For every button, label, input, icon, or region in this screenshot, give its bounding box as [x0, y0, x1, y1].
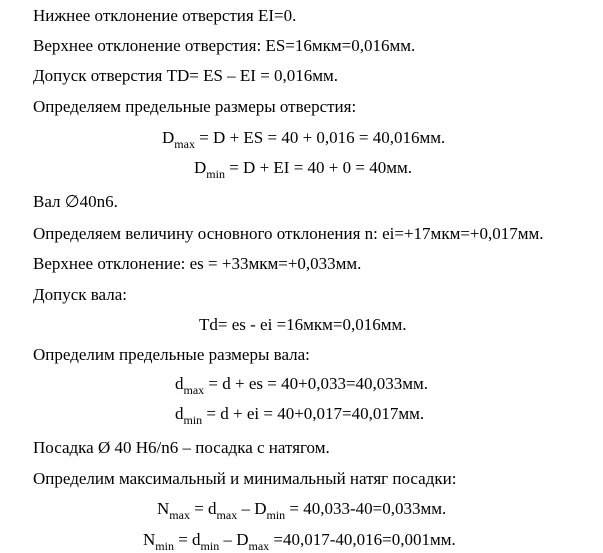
diameter-notation: ∅40n6 [64, 192, 114, 211]
equation-interference-max [157, 499, 446, 520]
eq-subscript: min [183, 413, 203, 427]
text-line-3: Допуск отверстия TD= ES – EI = 0,016мм. [33, 66, 339, 85]
text-line-6: Определяем величину основного отклонения n: ei=+17мкм=+0,017мм. [33, 224, 544, 243]
eq-symbol: N [157, 499, 170, 518]
eq-subscript: min [206, 167, 225, 181]
text-line-12: Определим максимальный и минимальный натяг посадки: [33, 469, 457, 488]
eq-rhs: = d + es = [208, 374, 277, 393]
text-line-11: Посадка Ø 40 H6/n6 – посадка с натягом. [33, 438, 330, 457]
eq-period: . [441, 128, 446, 147]
text-line-7: Верхнее отклонение: es = +33мкм=+0,033мм. [33, 254, 362, 273]
eq-part: – D [241, 499, 267, 518]
eq-value: 40+0,033=40,033мм. [281, 374, 429, 393]
eq-part: = d [178, 530, 201, 549]
eq-rhs: = D + EI = 40 + 0 = 40мм [229, 158, 408, 177]
eq-value: 40+0,017=40,017мм. [277, 404, 425, 423]
eq-period: . [407, 158, 412, 177]
text-line-5 [33, 192, 118, 212]
eq-subscript: max [248, 539, 270, 553]
eq-part: = d [194, 499, 217, 518]
eq-symbol: D [162, 128, 175, 147]
shaft-label: Вал [33, 192, 61, 211]
eq-part: – D [223, 530, 249, 549]
equation-shaft-max [175, 374, 428, 395]
eq-subscript: min [266, 508, 286, 522]
text-line-9: Td= es - ei =16мкм=0,016мм. [199, 315, 407, 334]
eq-symbol: D [194, 158, 207, 177]
eq-subscript: max [169, 508, 190, 522]
equation-hole-max [162, 128, 445, 149]
eq-subscript: max [216, 508, 238, 522]
eq-subscript: min [200, 539, 220, 553]
eq-symbol: d [175, 404, 184, 423]
text-line-10: Определим предельные размеры вала: [33, 345, 310, 364]
line-5-period: . [113, 192, 118, 211]
eq-symbol: d [175, 374, 184, 393]
equation-shaft-min [175, 404, 424, 425]
eq-value: =40,017-40,016=0,001мм. [273, 530, 456, 549]
text-line-1: Нижнее отклонение отверстия EI=0. [33, 6, 297, 25]
equation-hole-min [194, 158, 412, 179]
equation-interference-min [143, 530, 456, 551]
eq-subscript: max [174, 137, 195, 151]
eq-rhs: = D + ES = 40 + 0,016 = 40,016мм [199, 128, 442, 147]
eq-subscript: min [155, 539, 174, 553]
eq-subscript: max [183, 383, 205, 397]
text-line-4: Определяем предельные размеры отверстия: [33, 97, 357, 116]
text-line-8: Допуск вала: [33, 285, 127, 304]
eq-symbol: N [143, 530, 156, 549]
eq-value: = 40,033-40=0,033мм. [289, 499, 447, 518]
eq-rhs: = d + ei = [206, 404, 273, 423]
text-line-2: Верхнее отклонение отверстия: ES=16мкм=0,016мм. [33, 36, 416, 55]
